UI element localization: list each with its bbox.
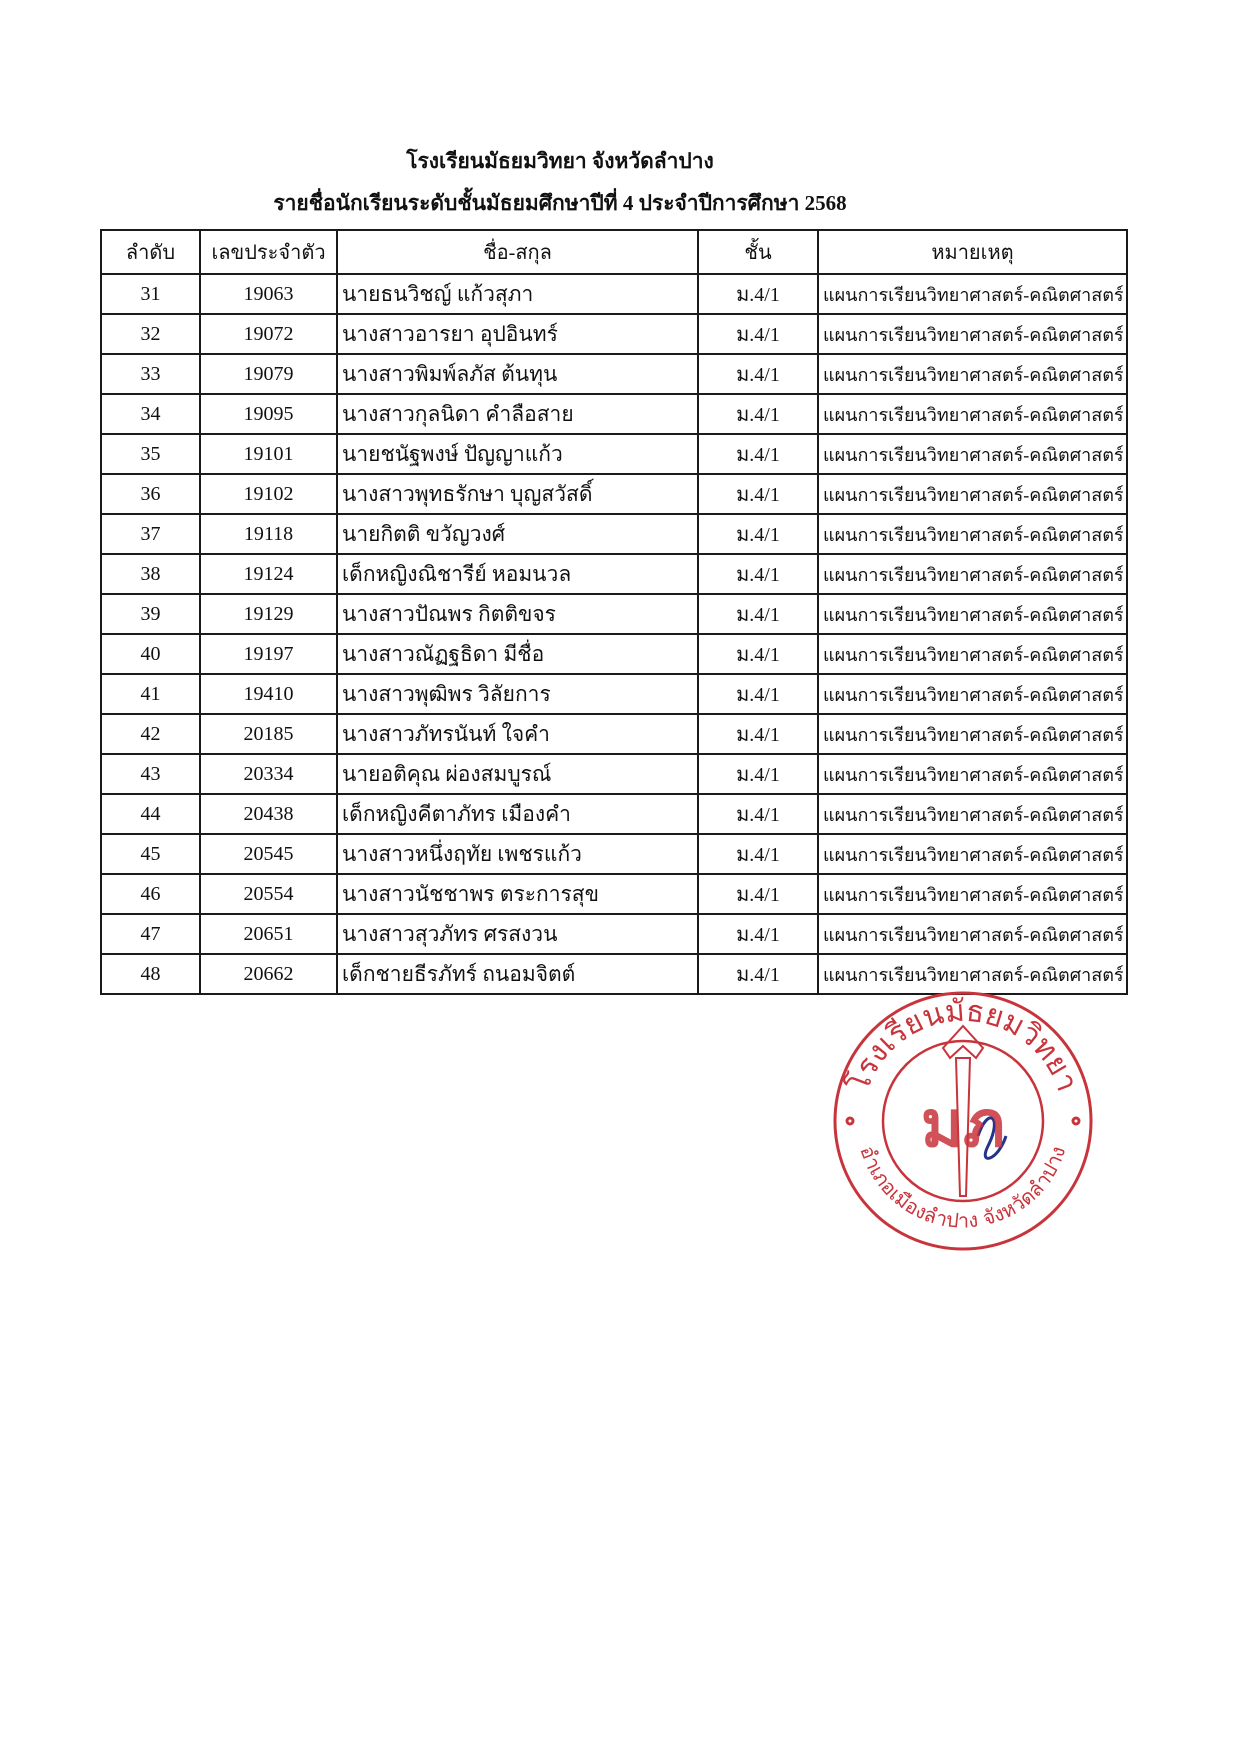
class-cell: ม.4/1 [698, 274, 818, 314]
document-subtitle: รายชื่อนักเรียนระดับชั้นมัธยมศึกษาปีที่ 4 ประจำปีการศึกษา 2568 [273, 191, 847, 215]
class-cell: ม.4/1 [698, 914, 818, 954]
col-header-name: ชื่อ-สกุล [337, 230, 698, 274]
student-id-cell: 20662 [200, 954, 337, 994]
col-header-class: ชั้น [698, 230, 818, 274]
order-cell: 31 [101, 274, 200, 314]
class-cell: ม.4/1 [698, 434, 818, 474]
class-cell: ม.4/1 [698, 754, 818, 794]
remark-cell: แผนการเรียนวิทยาศาสตร์-คณิตศาสตร์ [818, 354, 1127, 394]
col-header-order: ลำดับ [101, 230, 200, 274]
table-body [101, 274, 1127, 994]
remark-cell: แผนการเรียนวิทยาศาสตร์-คณิตศาสตร์ [818, 634, 1127, 674]
order-cell: 44 [101, 794, 200, 834]
remark-cell: แผนการเรียนวิทยาศาสตร์-คณิตศาสตร์ [818, 914, 1127, 954]
table-row [101, 274, 1127, 314]
table-row [101, 314, 1127, 354]
student-id-cell: 20651 [200, 914, 337, 954]
student-name-cell: เด็กชายธีรภัทร์ ถนอมจิตต์ [337, 954, 698, 994]
table-row [101, 714, 1127, 754]
remark-cell: แผนการเรียนวิทยาศาสตร์-คณิตศาสตร์ [818, 954, 1127, 994]
student-id-cell: 19410 [200, 674, 337, 714]
student-name-cell: เด็กหญิงณิชารีย์ หอมนวล [337, 554, 698, 594]
remark-cell: แผนการเรียนวิทยาศาสตร์-คณิตศาสตร์ [818, 834, 1127, 874]
order-cell: 47 [101, 914, 200, 954]
order-cell: 33 [101, 354, 200, 394]
student-name-cell: นางสาวพิมพ์ลภัส ต้นทุน [337, 354, 698, 394]
order-cell: 46 [101, 874, 200, 914]
table-row [101, 434, 1127, 474]
seal-top-text: โรงเรียนมัธยมวิทยา [841, 993, 1085, 1097]
student-name-cell: เด็กหญิงคีตาภัทร เมืองคำ [337, 794, 698, 834]
class-cell: ม.4/1 [698, 514, 818, 554]
class-cell: ม.4/1 [698, 354, 818, 394]
class-cell: ม.4/1 [698, 634, 818, 674]
table-row [101, 874, 1127, 914]
student-name-cell: นางสาวนัชชาพร ตระการสุข [337, 874, 698, 914]
school-seal [828, 986, 1098, 1256]
col-header-remark: หมายเหตุ [818, 230, 1127, 274]
student-id-cell: 20545 [200, 834, 337, 874]
remark-cell: แผนการเรียนวิทยาศาสตร์-คณิตศาสตร์ [818, 554, 1127, 594]
class-cell: ม.4/1 [698, 594, 818, 634]
student-id-cell: 19129 [200, 594, 337, 634]
table-row [101, 594, 1127, 634]
order-cell: 38 [101, 554, 200, 594]
class-cell: ม.4/1 [698, 314, 818, 354]
remark-cell: แผนการเรียนวิทยาศาสตร์-คณิตศาสตร์ [818, 874, 1127, 914]
table-row [101, 354, 1127, 394]
order-cell: 42 [101, 714, 200, 754]
order-cell: 35 [101, 434, 200, 474]
remark-cell: แผนการเรียนวิทยาศาสตร์-คณิตศาสตร์ [818, 434, 1127, 474]
class-cell: ม.4/1 [698, 394, 818, 434]
remark-cell: แผนการเรียนวิทยาศาสตร์-คณิตศาสตร์ [818, 794, 1127, 834]
student-name-cell: นางสาวสุวภัทร ศรสงวน [337, 914, 698, 954]
student-name-cell: นางสาวภัทรนันท์ ใจคำ [337, 714, 698, 754]
student-name-cell: นายกิตติ ขวัญวงศ์ [337, 514, 698, 554]
order-cell: 36 [101, 474, 200, 514]
order-cell: 37 [101, 514, 200, 554]
seal-dot-right [1073, 1118, 1079, 1124]
remark-cell: แผนการเรียนวิทยาศาสตร์-คณิตศาสตร์ [818, 474, 1127, 514]
order-cell: 40 [101, 634, 200, 674]
table-row [101, 914, 1127, 954]
order-cell: 39 [101, 594, 200, 634]
table-row [101, 634, 1127, 674]
order-cell: 48 [101, 954, 200, 994]
remark-cell: แผนการเรียนวิทยาศาสตร์-คณิตศาสตร์ [818, 394, 1127, 434]
student-id-cell: 19072 [200, 314, 337, 354]
remark-cell: แผนการเรียนวิทยาศาสตร์-คณิตศาสตร์ [818, 754, 1127, 794]
student-id-cell: 19063 [200, 274, 337, 314]
order-cell: 45 [101, 834, 200, 874]
class-cell: ม.4/1 [698, 554, 818, 594]
class-cell: ม.4/1 [698, 954, 818, 994]
table-row [101, 754, 1127, 794]
table-header-row [101, 230, 1127, 274]
student-name-cell: นางสาวพุทธรักษา บุญสวัสดิ์ [337, 474, 698, 514]
student-name-cell: นายธนวิชญ์ แก้วสุภา [337, 274, 698, 314]
seal-emblem-text: มภ [920, 1087, 1006, 1162]
student-id-cell: 19101 [200, 434, 337, 474]
student-id-cell: 19118 [200, 514, 337, 554]
seal-bottom-text: อำเภอเมืองลำปาง จังหวัดลำปาง [855, 1142, 1071, 1233]
table-row [101, 554, 1127, 594]
class-cell: ม.4/1 [698, 474, 818, 514]
class-cell: ม.4/1 [698, 714, 818, 754]
order-cell: 34 [101, 394, 200, 434]
remark-cell: แผนการเรียนวิทยาศาสตร์-คณิตศาสตร์ [818, 274, 1127, 314]
student-name-cell: นางสาวณัฏฐธิดา มีชื่อ [337, 634, 698, 674]
remark-cell: แผนการเรียนวิทยาศาสตร์-คณิตศาสตร์ [818, 714, 1127, 754]
school-title: โรงเรียนมัธยมวิทยา จังหวัดลำปาง [406, 149, 714, 173]
table-row [101, 794, 1127, 834]
table-row [101, 674, 1127, 714]
remark-cell: แผนการเรียนวิทยาศาสตร์-คณิตศาสตร์ [818, 594, 1127, 634]
order-cell: 32 [101, 314, 200, 354]
student-name-cell: นายชนัฐพงษ์ ปัญญาแก้ว [337, 434, 698, 474]
order-cell: 41 [101, 674, 200, 714]
student-name-cell: นางสาวหนึ่งฤทัย เพชรแก้ว [337, 834, 698, 874]
order-cell: 43 [101, 754, 200, 794]
class-cell: ม.4/1 [698, 874, 818, 914]
class-cell: ม.4/1 [698, 674, 818, 714]
remark-cell: แผนการเรียนวิทยาศาสตร์-คณิตศาสตร์ [818, 674, 1127, 714]
seal-dot-left [847, 1118, 853, 1124]
student-name-cell: นางสาวพุฒิพร วิลัยการ [337, 674, 698, 714]
student-id-cell: 20185 [200, 714, 337, 754]
student-table [100, 229, 1128, 995]
student-id-cell: 19095 [200, 394, 337, 434]
col-header-student-id: เลขประจำตัว [200, 230, 337, 274]
student-id-cell: 19124 [200, 554, 337, 594]
table-row [101, 474, 1127, 514]
table-row [101, 514, 1127, 554]
table-row [101, 834, 1127, 874]
student-id-cell: 19197 [200, 634, 337, 674]
student-name-cell: นางสาวอารยา อุปอินทร์ [337, 314, 698, 354]
student-name-cell: นายอติคุณ ผ่องสมบูรณ์ [337, 754, 698, 794]
student-id-cell: 20438 [200, 794, 337, 834]
student-name-cell: นางสาวกุลนิดา คำลือสาย [337, 394, 698, 434]
student-id-cell: 20554 [200, 874, 337, 914]
student-id-cell: 19079 [200, 354, 337, 394]
student-id-cell: 19102 [200, 474, 337, 514]
class-cell: ม.4/1 [698, 834, 818, 874]
student-id-cell: 20334 [200, 754, 337, 794]
class-cell: ม.4/1 [698, 794, 818, 834]
remark-cell: แผนการเรียนวิทยาศาสตร์-คณิตศาสตร์ [818, 314, 1127, 354]
remark-cell: แผนการเรียนวิทยาศาสตร์-คณิตศาสตร์ [818, 514, 1127, 554]
student-name-cell: นางสาวปัณพร กิตติขจร [337, 594, 698, 634]
table-row [101, 394, 1127, 434]
